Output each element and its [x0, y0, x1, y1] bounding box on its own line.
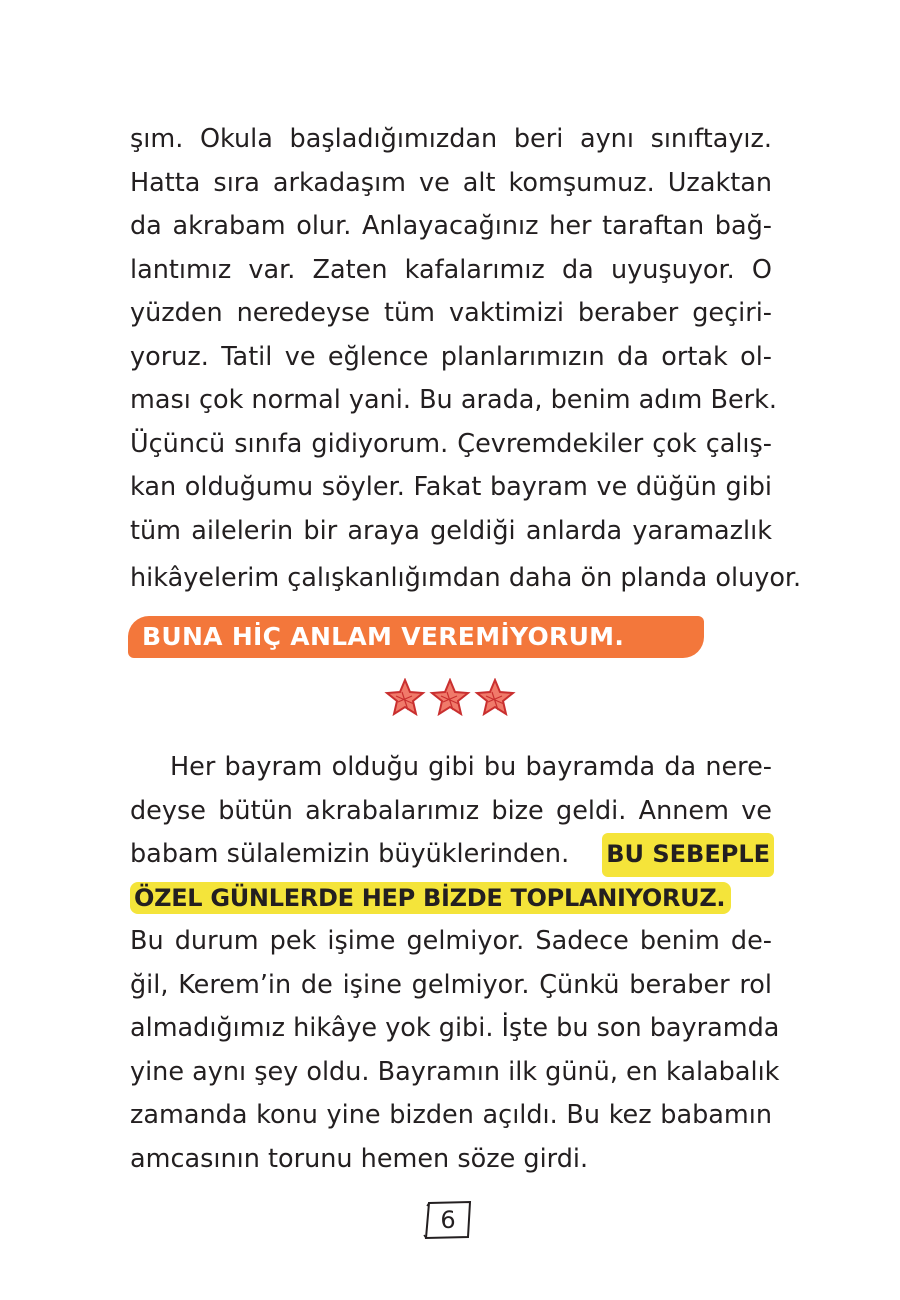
text-line: hikâyelerim çalışkanlığımdan daha ön planda oluyor.	[130, 563, 802, 593]
text-line: Üçüncü sınıfa gidiyorum. Çevremdekiler çok çalış-	[130, 428, 772, 459]
banner-text: BUNA HİÇ ANLAM VEREMİYORUM.	[142, 622, 625, 651]
text-line: Bu durum pek işime gelmiyor. Sadece benim de-	[130, 926, 772, 956]
text-line: zamanda konu yine bizden açıldı. Bu kez babamın	[130, 1100, 772, 1130]
text-line: da akrabam olur. Anlayacağınız her taraftan bağ-	[130, 211, 772, 241]
text-line	[130, 833, 772, 877]
highlighted-line	[130, 877, 772, 921]
text-segment: babam sülalemizin büyüklerinden.	[130, 839, 570, 869]
text-line: deyse bütün akrabalarımız bize geldi. Annem ve	[130, 795, 772, 826]
paragraph-1	[130, 118, 802, 601]
text-line: şım. Okula başladığımızdan beri aynı sınıftayız.	[130, 124, 772, 154]
text-line: Hatta sıra arkadaşım ve alt komşumuz. Uzaktan	[130, 167, 772, 198]
star-divider	[384, 678, 516, 718]
text-line: tüm ailelerin bir araya geldiği anlarda yaramazlık	[130, 515, 772, 546]
star-icon	[477, 680, 513, 714]
highlighted-text: BU SEBEPLE	[602, 833, 774, 877]
paragraph-2	[130, 746, 780, 1181]
highlight-banner	[128, 616, 704, 658]
star-icon	[432, 680, 468, 714]
text-line: kan olduğumu söyler. Fakat bayram ve düğün gibi	[130, 472, 772, 502]
text-line: ğil, Kerem’in de işine gelmiyor. Çünkü beraber rol	[130, 969, 772, 1000]
text-line: Her bayram olduğu gibi bu bayramda da nere-	[170, 752, 772, 782]
highlighted-text: ÖZEL GÜNLERDE HEP BİZDE TOPLANIYORUZ.	[130, 882, 731, 914]
text-line: amcasının torunu hemen söze girdi.	[130, 1143, 589, 1174]
text-line: yoruz. Tatil ve eğlence planlarımızın da ortak ol-	[130, 341, 772, 372]
text-line: lantımız var. Zaten kafalarımız da uyuşuyor. O	[130, 254, 772, 285]
page-number: 6	[440, 1206, 456, 1234]
page-number-box	[423, 1200, 473, 1240]
text-line: yüzden neredeyse tüm vaktimizi beraber geçiri-	[130, 298, 772, 328]
text-line: ması çok normal yani. Bu arada, benim adım Berk.	[130, 385, 778, 415]
text-line: almadığımız hikâye yok gibi. İşte bu son bayramda	[130, 1013, 780, 1043]
star-icon	[387, 680, 423, 714]
text-line: yine aynı şey oldu. Bayramın ilk günü, en kalabalık	[130, 1056, 780, 1087]
